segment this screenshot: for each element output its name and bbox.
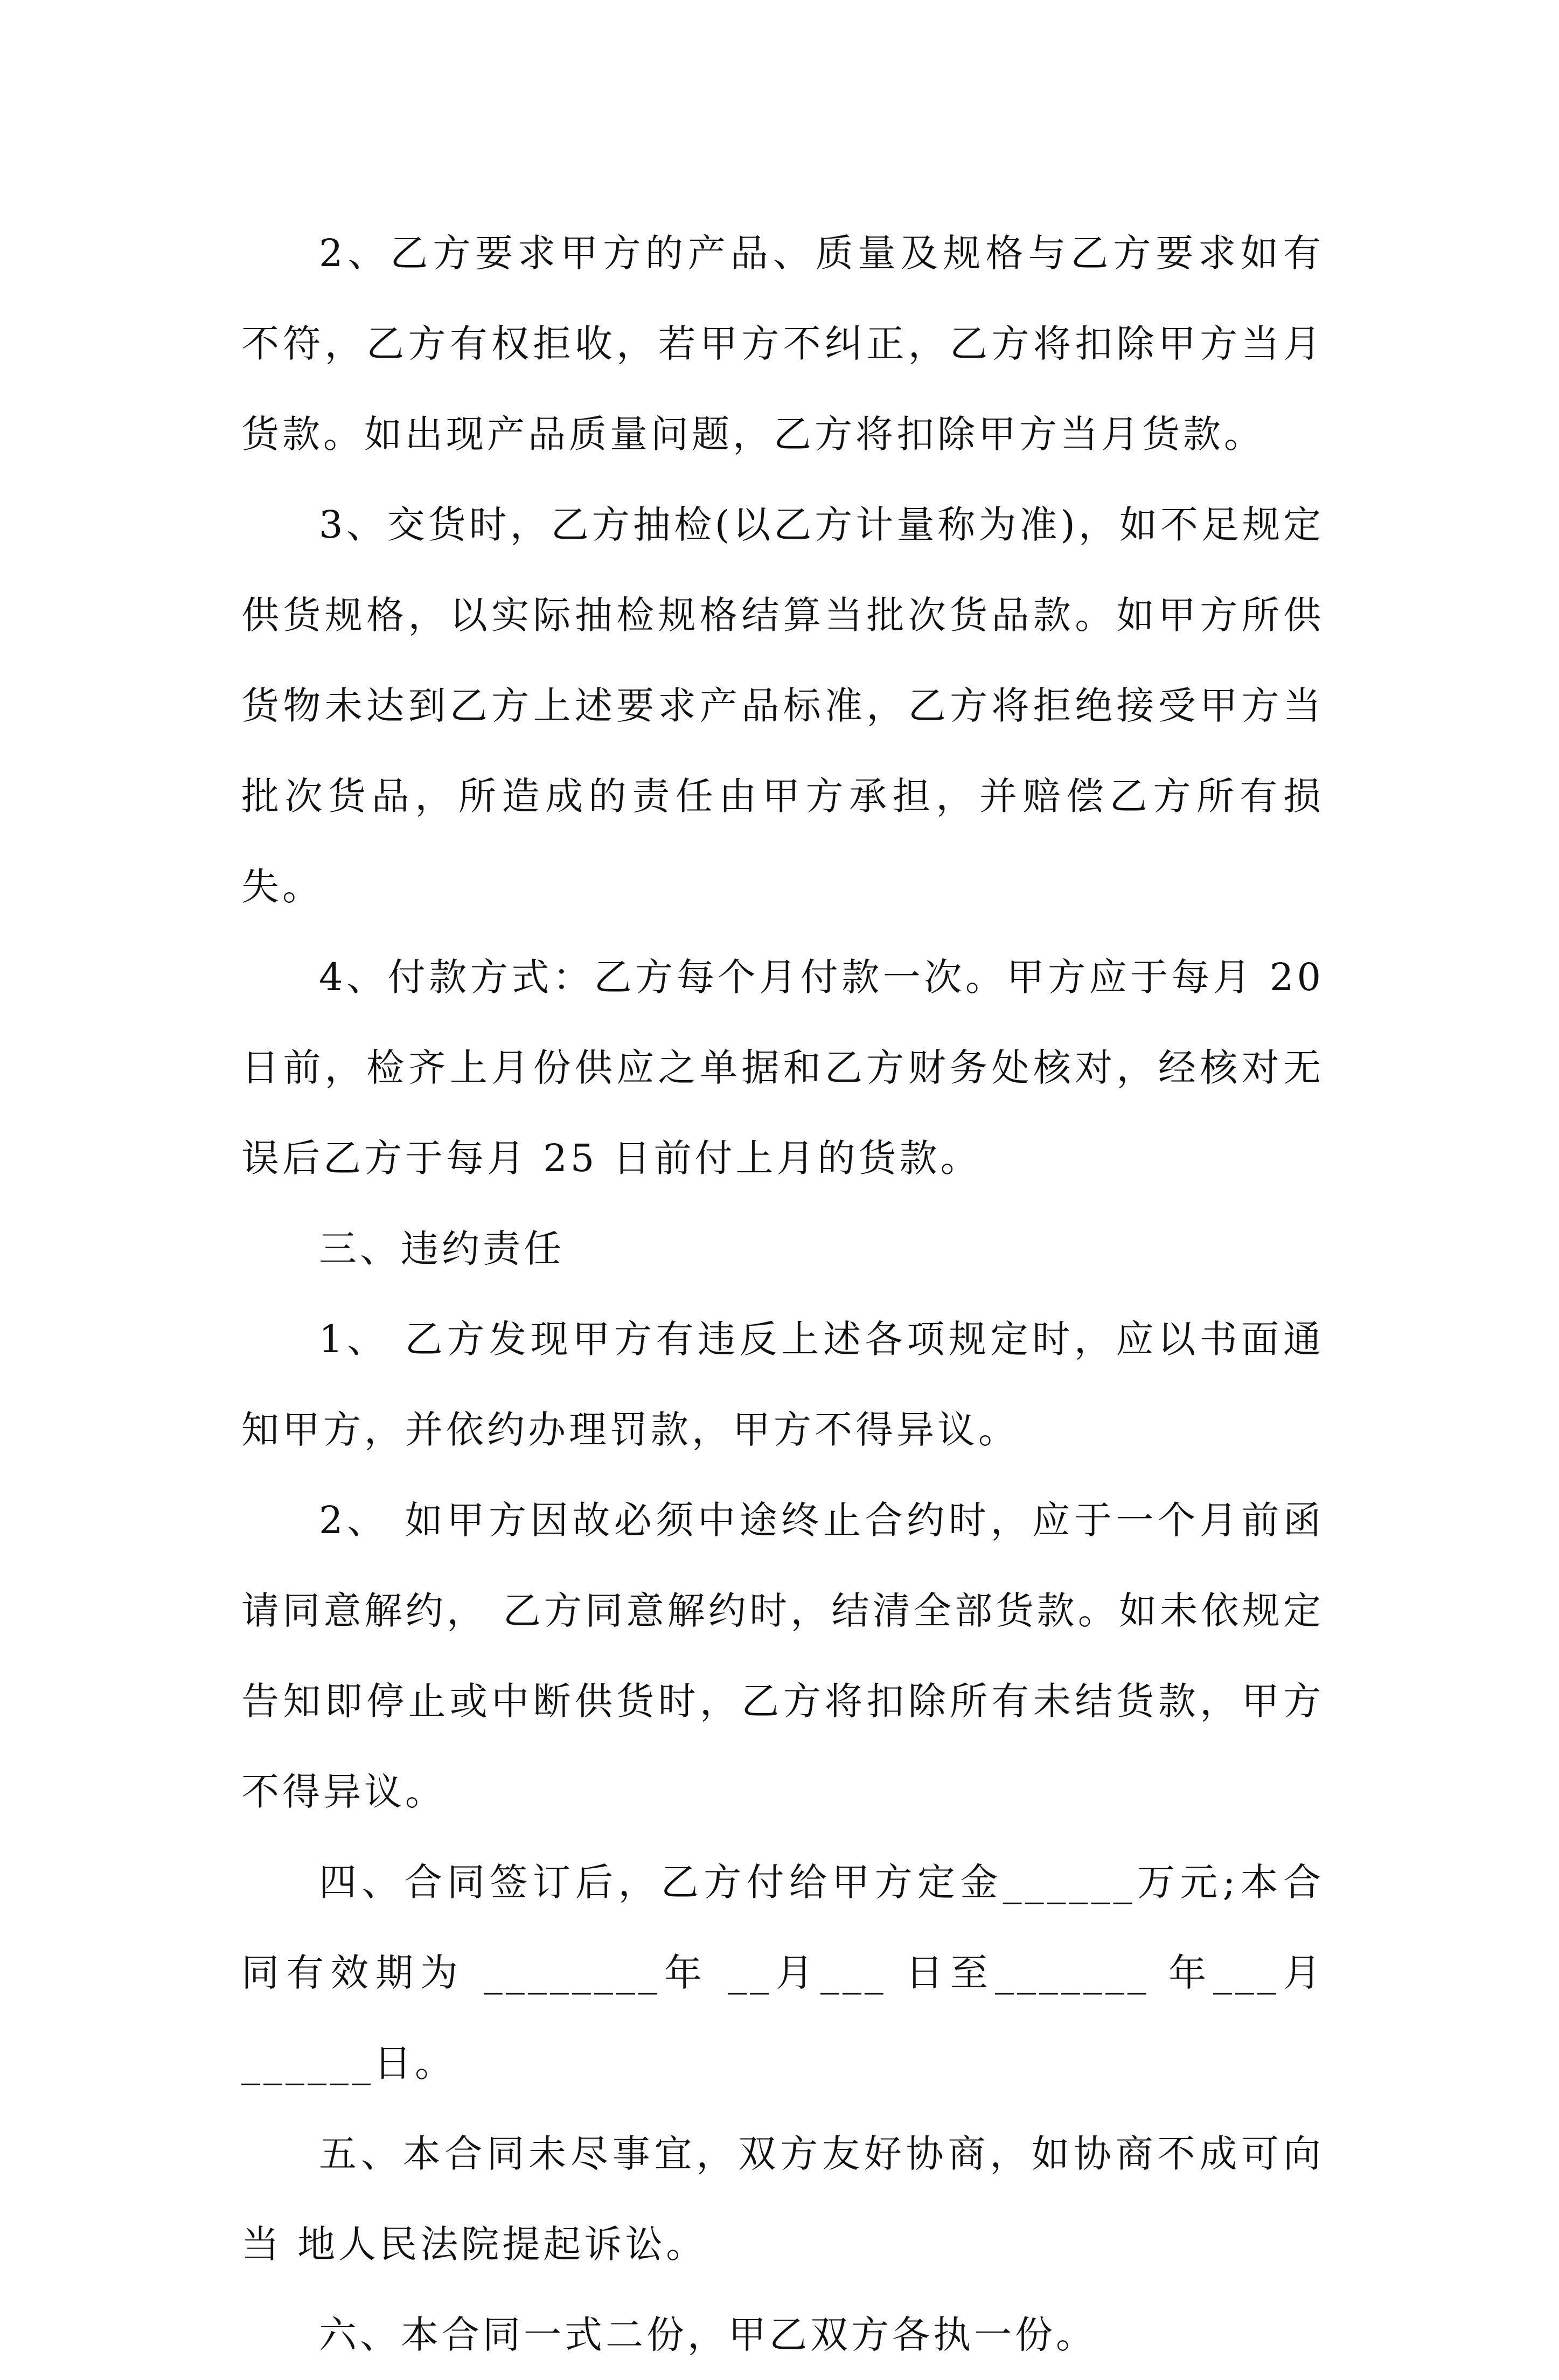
clause-payment-method: 4、付款方式：乙方每个月付款一次。甲方应于每月 20 日前，检齐上月份供应之单据和乙方财务处核对，经核对无误后乙方于每月 25 日前付上月的货款。 (241, 955, 1324, 1180)
clause-delivery-inspection: 3、交货时，乙方抽检(以乙方计量称为准)，如不足规定供货规格，以实际抽检规格结算当批次货品款。如甲方所供货物未达到乙方上述要求产品标准，乙方将拒绝接受甲方当批次货品，所造成的责任由甲方承担，并赔偿乙方所有损失。 (241, 503, 1324, 909)
clause-quality-rejection: 2、乙方要求甲方的产品、质量及规格与乙方要求如有不符，乙方有权拒收，若甲方不纠正，乙方将扣除甲方当月货款。如出现产品质量问题，乙方将扣除甲方当月货款。 (241, 231, 1324, 456)
section-heading-breach: 三、违约责任 (319, 1227, 565, 1271)
clause-breach-notice: 1、 乙方发现甲方有违反上述各项规定时，应以书面通知甲方，并依约办理罚款，甲方不得异议。 (241, 1317, 1324, 1452)
contract-body (241, 208, 1324, 2380)
clause-deposit-validity: 四、合同签订后，乙方付给甲方定金______万元;本合同有效期为 ________年 __月___ 日至_______ 年___月______日。 (241, 1860, 1324, 2085)
clause-dispute-resolution: 五、本合同未尽事宜，双方友好协商，如协商不成可向当 地人民法院提起诉讼。 (241, 2132, 1324, 2266)
clause-termination: 2、 如甲方因故必须中途终止合约时，应于一个月前函请同意解约， 乙方同意解约时，结清全部货款。如未依规定告知即停止或中断供货时，乙方将扣除所有未结货款，甲方不得异议。 (241, 1498, 1324, 1814)
clause-copies: 六、本合同一式二份，甲乙双方各执一份。 (319, 2313, 1097, 2357)
